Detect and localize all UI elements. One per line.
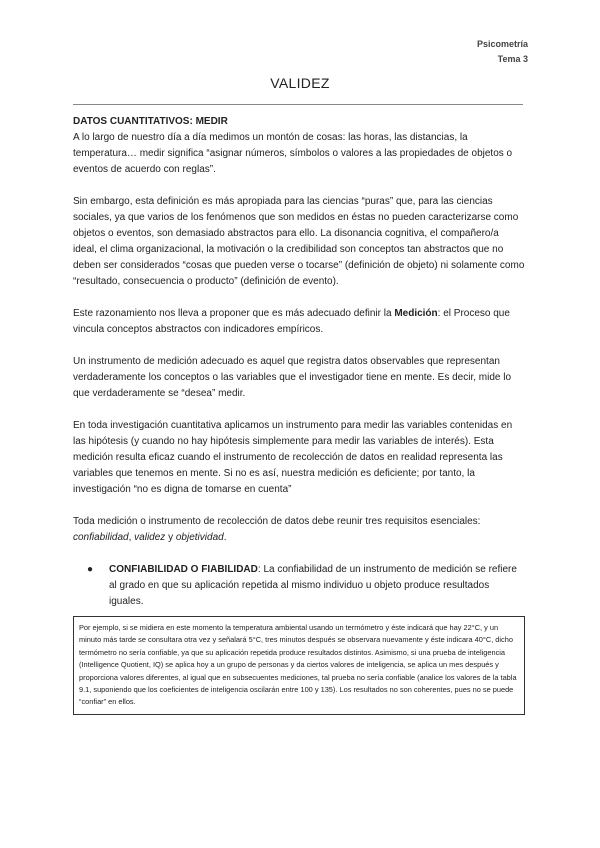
paragraph-4: Un instrumento de medición adecuado es aquel que registra datos observables que representan verdaderamente los conceptos o las variables que el investigador tiene en mente. Es decir, mide lo que verdaderamente se “desea” medir. [73, 356, 512, 399]
title-divider [73, 104, 523, 105]
paragraph-3-lead: Este razonamiento nos lleva a proponer que es más adecuado definir la [73, 308, 395, 319]
paragraph-1: A lo largo de nuestro día a día medimos un montón de cosas: las horas, las distancias, la temperatura… medir significa “asignar números, símbolos o valores a las propiedades de objetos o eventos de acuerdo con reglas”. [73, 132, 513, 175]
medicion-term: Medición [394, 308, 438, 319]
page-header [477, 37, 528, 67]
example-box [73, 616, 525, 715]
paragraph-2: Sin embargo, esta definición es más apropiada para las ciencias “puras” que, para las ciencias sociales, ya que varios de los fenómenos que son medidos en éstas no pueden caracterizarse como objetos o eventos, son demasiado abstractos para ello. La disonancia cognitiva, el compañero/a ideal, el clima organizacional, la motivación o la credibilidad son conceptos tan abstractos que no deben ser considerados “cosas que pueden verse o tocarse” (definición de objeto) ni solamente como “resultado, consecuencia o producto” (definición de evento). [73, 196, 525, 287]
document-body [73, 114, 525, 715]
requirement-validez: validez [134, 532, 166, 543]
bullet-item-confiabilidad [73, 562, 525, 610]
page-title: VALIDEZ [270, 75, 330, 91]
subject-label: Psicometría [476, 39, 528, 49]
bullet-text: : La confiabilidad de un instrumento de medición se refiere al grado en que su aplicación repetida al mismo individuo u objeto produce resultados iguales. [109, 564, 517, 607]
bullet-heading: CONFIABILIDAD O FIABILIDAD [109, 564, 258, 575]
paragraph-6-lead: Toda medición o instrumento de recolección de datos debe reunir tres requisitos esenciales: [73, 516, 481, 527]
requirement-confiabilidad: confiabilidad [73, 532, 129, 543]
paragraph-6: Toda medición o instrumento de recolección de datos debe reunir tres requisitos esenciales: confiabilidad, validez y objetividad. [73, 516, 481, 543]
requirement-objetividad: objetividad [175, 532, 224, 543]
bullet-marker: ● [87, 564, 94, 575]
topic-label: Tema 3 [497, 54, 528, 64]
paragraph-3 [73, 306, 525, 338]
paragraph-3-rest: : el Proceso que vincula conceptos abstractos con indicadores empíricos. [73, 308, 510, 335]
paragraph-5: En toda investigación cuantitativa aplicamos un instrumento para medir las variables contenidas en las hipótesis (y cuando no hay hipótesis simplemente para medir las variables de interés). Esta medición resulta eficaz cuando el instrumento de recolección de datos en realidad representa las variables que tenemos en mente. Si no es así, nuestra medición es deficiente; por tanto, la investigación “no es digna de tomarse en cuenta” [73, 420, 513, 495]
section-heading: DATOS CUANTITATIVOS: MEDIR [73, 116, 228, 127]
example-text: Por ejemplo, si se midiera en este momento la temperatura ambiental usando un termómetro y éste indicará que hay 22°C, y un minuto más tarde se consultara otra vez y señalará 5°C, tres minutos después se observara nuevamente y éste indicara 40°C, dicho termómetro no sería confiable, ya que su aplicación repetida produce resultados distintos. Asimismo, si una prueba de inteligencia (Intelligence Quotient, IQ) se aplica hoy a un grupo de personas y da ciertos valores de inteligencia, se aplica un mes después y proporciona valores diferentes, al igual que en subsecuentes mediciones, tal prueba no sería confiable (analice los valores de la tabla 9.1, suponiendo que los coeficientes de inteligencia oscilarán entre 100 y 135). Los resultados no son coherentes, pues no se puede “confiar” en ellos. [79, 623, 517, 707]
